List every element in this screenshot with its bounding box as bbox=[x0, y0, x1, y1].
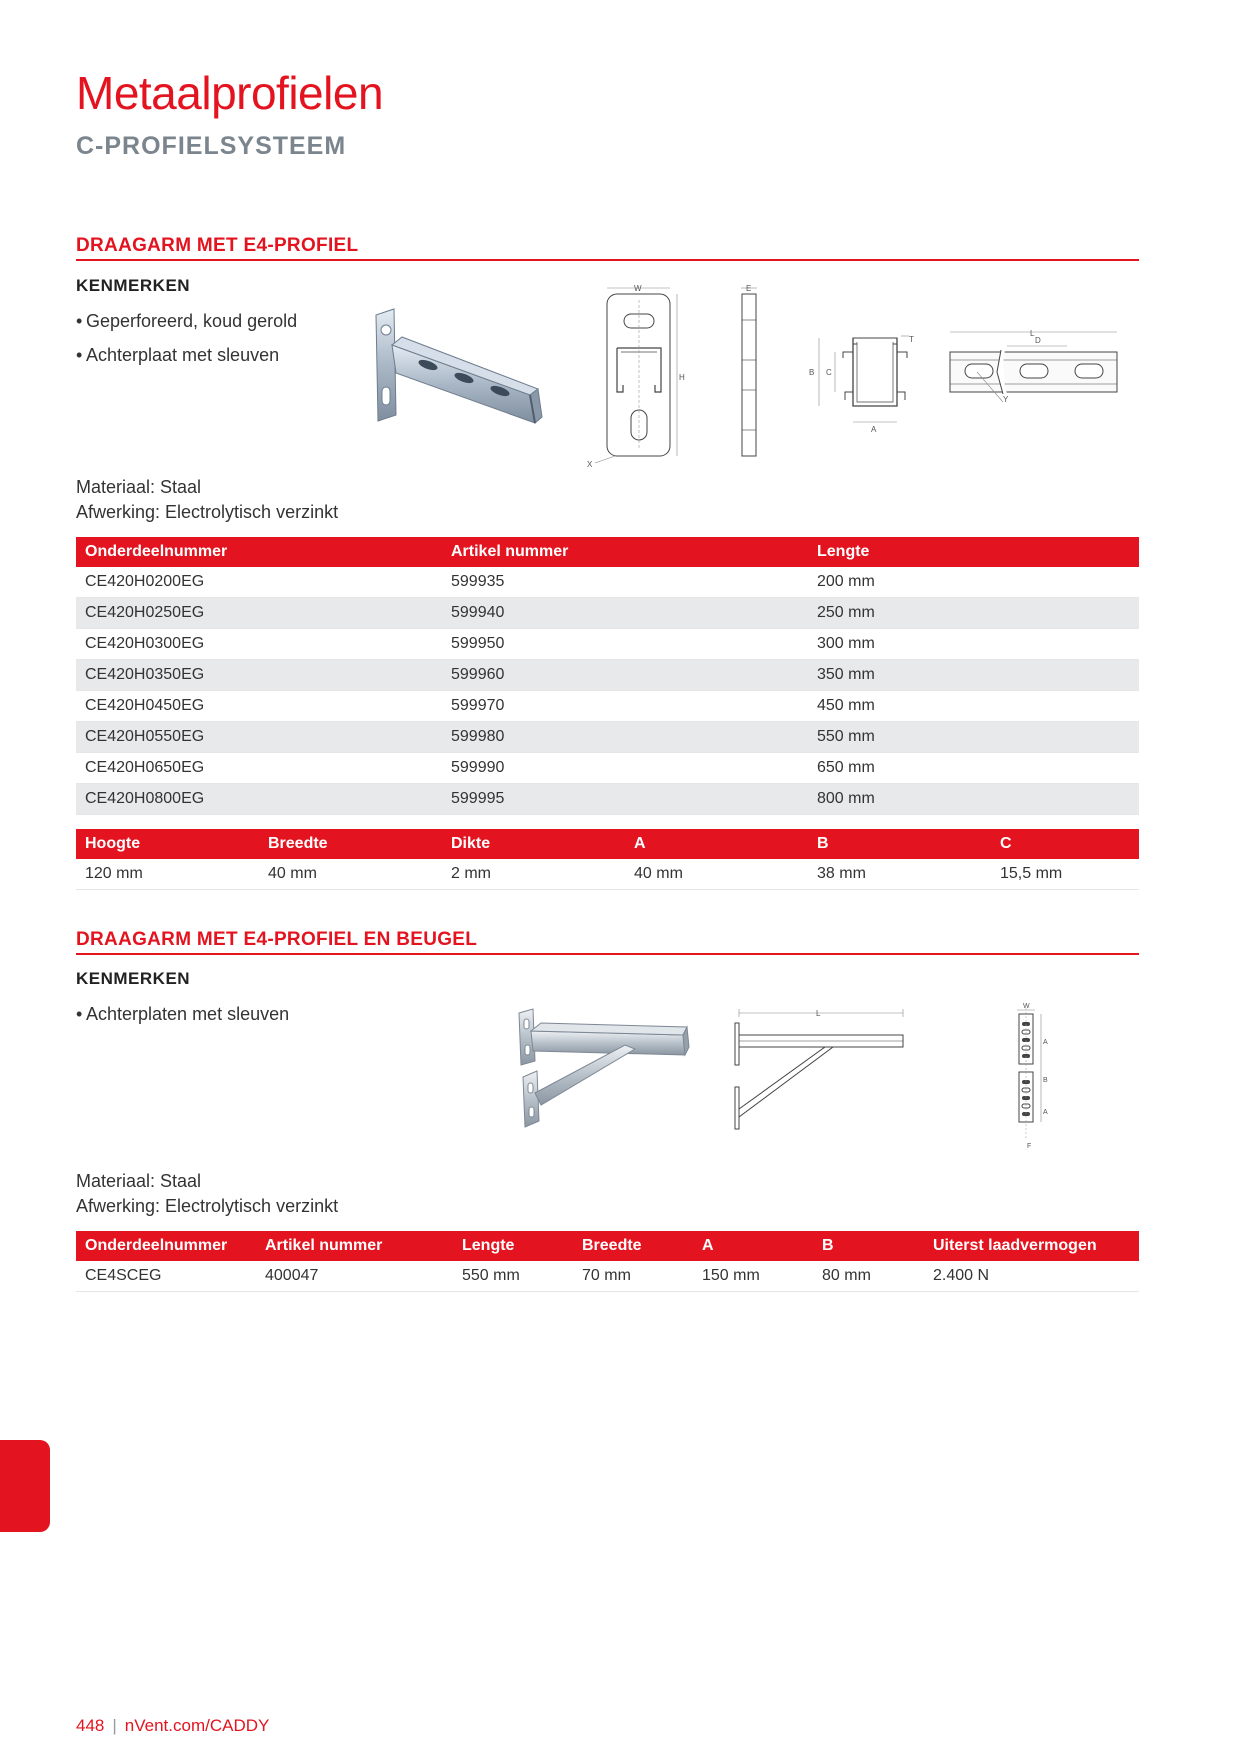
column-header: Artikel nummer bbox=[256, 1231, 453, 1261]
part-number-cell: CE420H0800EG bbox=[76, 784, 442, 815]
svg-text:Y: Y bbox=[1003, 395, 1009, 404]
article-number-cell: 599950 bbox=[442, 629, 808, 660]
column-header: Hoogte bbox=[76, 829, 259, 859]
svg-text:F: F bbox=[1027, 1143, 1032, 1150]
table-row bbox=[76, 629, 1139, 660]
table-row bbox=[76, 691, 1139, 722]
table-row bbox=[76, 753, 1139, 784]
table-row bbox=[76, 660, 1139, 691]
finish-text: Afwerking: Electrolytisch verzinkt bbox=[76, 502, 339, 522]
dimension-b-cell: 38 mm bbox=[808, 859, 991, 890]
bracket-arm-side-drawing bbox=[725, 1005, 905, 1140]
svg-text:T: T bbox=[909, 335, 914, 344]
bracket-arm-product-image bbox=[515, 1005, 690, 1130]
feature-item: • Achterplaten met sleuven bbox=[76, 1004, 290, 1024]
column-header: Uiterst laadvermogen bbox=[924, 1231, 1139, 1261]
dimension-b-cell: 80 mm bbox=[813, 1261, 924, 1292]
article-number-cell: 599940 bbox=[442, 598, 808, 629]
table-row bbox=[76, 722, 1139, 753]
dimension-a-cell: 40 mm bbox=[625, 859, 808, 890]
column-header: C bbox=[991, 829, 1139, 859]
svg-text:L: L bbox=[816, 1009, 821, 1018]
svg-text:H: H bbox=[679, 373, 685, 382]
svg-text:W: W bbox=[634, 284, 642, 293]
section-title: DRAAGARM MET E4-PROFIEL EN BEUGEL bbox=[76, 929, 478, 950]
svg-text:L: L bbox=[1030, 329, 1035, 338]
length-cell: 450 mm bbox=[808, 691, 1139, 722]
column-header: Breedte bbox=[259, 829, 442, 859]
svg-text:A: A bbox=[1043, 1039, 1048, 1046]
material-text: Materiaal: Staal bbox=[76, 1171, 202, 1191]
feature-item: • Achterplaat met sleuven bbox=[76, 345, 280, 365]
column-header: Dikte bbox=[442, 829, 625, 859]
svg-text:A: A bbox=[1043, 1109, 1048, 1116]
svg-text:B: B bbox=[1043, 1077, 1048, 1084]
article-number-cell: 599990 bbox=[442, 753, 808, 784]
feature-item: • Geperforeerd, koud gerold bbox=[76, 311, 298, 331]
table-row bbox=[76, 784, 1139, 815]
column-header: Onderdeelnummer bbox=[76, 537, 442, 567]
article-number-cell: 599935 bbox=[442, 567, 808, 598]
column-header: B bbox=[808, 829, 991, 859]
back-plate-front-drawing bbox=[585, 280, 695, 470]
part-number-cell: CE4SCEG bbox=[76, 1261, 256, 1292]
part-number-cell: CE420H0250EG bbox=[76, 598, 442, 629]
column-header: A bbox=[693, 1231, 813, 1261]
cantilever-arm-product-image bbox=[370, 305, 545, 455]
slotted-channel-drawing bbox=[945, 320, 1120, 410]
length-cell: 800 mm bbox=[808, 784, 1139, 815]
length-cell: 250 mm bbox=[808, 598, 1139, 629]
features-heading: KENMERKEN bbox=[76, 276, 191, 295]
chapter-tab bbox=[0, 1440, 50, 1532]
part-number-cell: CE420H0300EG bbox=[76, 629, 442, 660]
width-cell: 70 mm bbox=[573, 1261, 693, 1292]
footer-website-link[interactable]: nVent.com/CADDY bbox=[124, 1716, 270, 1735]
column-header: Lengte bbox=[453, 1231, 573, 1261]
article-number-cell: 599980 bbox=[442, 722, 808, 753]
column-header: Breedte bbox=[573, 1231, 693, 1261]
finish-text: Afwerking: Electrolytisch verzinkt bbox=[76, 1196, 339, 1216]
material-text: Materiaal: Staal bbox=[76, 477, 202, 497]
footer-separator: | bbox=[112, 1716, 117, 1735]
page-footer bbox=[76, 1716, 269, 1736]
dimension-a-cell: 150 mm bbox=[693, 1261, 813, 1292]
bracket-arm-table bbox=[76, 1231, 1139, 1292]
svg-text:B: B bbox=[809, 368, 815, 377]
length-cell: 650 mm bbox=[808, 753, 1139, 784]
section-title: DRAAGARM MET E4-PROFIEL bbox=[76, 235, 359, 256]
table-header-row bbox=[76, 537, 1139, 567]
part-number-cell: CE420H0550EG bbox=[76, 722, 442, 753]
thickness-cell: 2 mm bbox=[442, 859, 625, 890]
svg-text:C: C bbox=[826, 368, 832, 377]
svg-text:W: W bbox=[1023, 1003, 1030, 1010]
part-number-cell: CE420H0350EG bbox=[76, 660, 442, 691]
article-number-cell: 400047 bbox=[256, 1261, 453, 1292]
table-header-row bbox=[76, 1231, 1139, 1261]
svg-text:D: D bbox=[1035, 336, 1041, 345]
load-capacity-cell: 2.400 N bbox=[924, 1261, 1139, 1292]
length-cell: 200 mm bbox=[808, 567, 1139, 598]
back-plate-side-drawing bbox=[735, 280, 765, 470]
table-row bbox=[76, 1261, 1139, 1292]
dimensions-table bbox=[76, 829, 1139, 890]
length-cell: 350 mm bbox=[808, 660, 1139, 691]
channel-cross-section-drawing bbox=[805, 330, 915, 435]
column-header: Lengte bbox=[808, 537, 1139, 567]
features-heading: KENMERKEN bbox=[76, 969, 191, 988]
svg-text:E: E bbox=[746, 284, 752, 293]
article-number-cell: 599960 bbox=[442, 660, 808, 691]
svg-text:A: A bbox=[871, 425, 877, 434]
column-header: Onderdeelnummer bbox=[76, 1231, 256, 1261]
dimension-c-cell: 15,5 mm bbox=[991, 859, 1139, 890]
article-number-cell: 599970 bbox=[442, 691, 808, 722]
length-cell: 550 mm bbox=[453, 1261, 573, 1292]
svg-text:X: X bbox=[587, 460, 593, 469]
column-header: A bbox=[625, 829, 808, 859]
article-number-cell: 599995 bbox=[442, 784, 808, 815]
width-cell: 40 mm bbox=[259, 859, 442, 890]
column-header: B bbox=[813, 1231, 924, 1261]
table-row bbox=[76, 567, 1139, 598]
section-divider bbox=[76, 259, 1139, 261]
length-cell: 550 mm bbox=[808, 722, 1139, 753]
part-number-cell: CE420H0650EG bbox=[76, 753, 442, 784]
table-row bbox=[76, 598, 1139, 629]
bracket-arm-front-drawing bbox=[1005, 1000, 1065, 1160]
section-divider bbox=[76, 953, 1139, 955]
part-number-cell: CE420H0450EG bbox=[76, 691, 442, 722]
part-number-cell: CE420H0200EG bbox=[76, 567, 442, 598]
length-cell: 300 mm bbox=[808, 629, 1139, 660]
column-header: Artikel nummer bbox=[442, 537, 808, 567]
table-header-row bbox=[76, 829, 1139, 859]
page-title: Metaalprofielen bbox=[76, 67, 384, 119]
page-subtitle: C-PROFIELSYSTEEM bbox=[76, 132, 347, 160]
height-cell: 120 mm bbox=[76, 859, 259, 890]
part-numbers-table bbox=[76, 537, 1139, 815]
page-number: 448 bbox=[76, 1716, 105, 1735]
table-row bbox=[76, 859, 1139, 890]
